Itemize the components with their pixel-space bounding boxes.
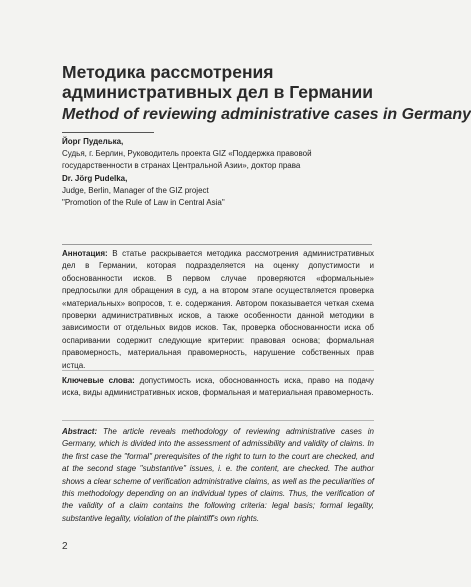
keywords-ru [62, 375, 374, 400]
abstract-ru [62, 248, 374, 372]
author-affiliation-en-line2: "Promotion of the Rule of Law in Central Asia" [62, 198, 225, 208]
article-title-ru: Методика рассмотрения административных дел в Германии [62, 62, 373, 102]
abstract-ru-text: В статье раскрывается методика рассмотрения административных дел в Германии, которая подразделяется на оценку допустимости и обоснованности исков. В первом случае проверяются «формальные» предпосылки для обращения в суд, а на втором этапе осуществляется проверка «материальных» вопросов, т. е. содержания. Автором показывается четкая схема проверки административных исков, а также особенности данной методики в зависимости от отдельных видов исков. Так, проверка обоснованности иска об оспаривании содержит следующие критерии: правовая основа; формальная правомерность, материальная правомерность, нарушение собственных прав истца. [62, 249, 374, 370]
keywords-abstract-en-divider [62, 420, 374, 421]
abstract-top-rule [62, 244, 372, 245]
keywords-ru-text: допустимость иска, обоснованность иска, право на подачу иска, виды административных исков, формальная и материальная правомерность. [62, 376, 374, 398]
abstract-ru-label: Аннотация: [62, 249, 108, 258]
abstract-en-label: Abstract: [62, 427, 98, 436]
author-name-en: Dr. Jörg Pudelka, [62, 173, 128, 183]
keywords-ru-label: Ключевые слова: [62, 376, 135, 385]
author-name-ru: Йорг Пуделька, [62, 137, 124, 146]
author-affiliation-en-line1: Judge, Berlin, Manager of the GIZ project [62, 185, 209, 195]
abstract-en-text: The article reveals methodology of reviewing administrative cases in Germany, which is divided into the assessment of admissibility and validity of claims. In the first case the "formal" prerequisites of the right to turn to the court are checked, and at the second stage "substantive" issues, i. e. the content, are checked. The author shows a clear scheme of verification administrative claims, as well as the peculiarities of this methodology depending on an individual types of claims. Thus, the verification of the validity of a claim contains the following criteria: legal basis; formal legality, substantive legality, violation of the plaintiff's own rights. [62, 427, 374, 523]
abstract-keywords-divider [62, 370, 374, 371]
article-title-en: Method of reviewing administrative cases in Germany [62, 106, 471, 123]
page-number: 2 [62, 541, 68, 552]
title-rule [62, 132, 154, 133]
author-block [62, 136, 362, 209]
author-affiliation-ru: Судья, г. Берлин, Руководитель проекта GIZ «Поддержка правовой государственности в странах Центральной Азии», доктор права [62, 149, 312, 171]
abstract-en [62, 426, 374, 525]
